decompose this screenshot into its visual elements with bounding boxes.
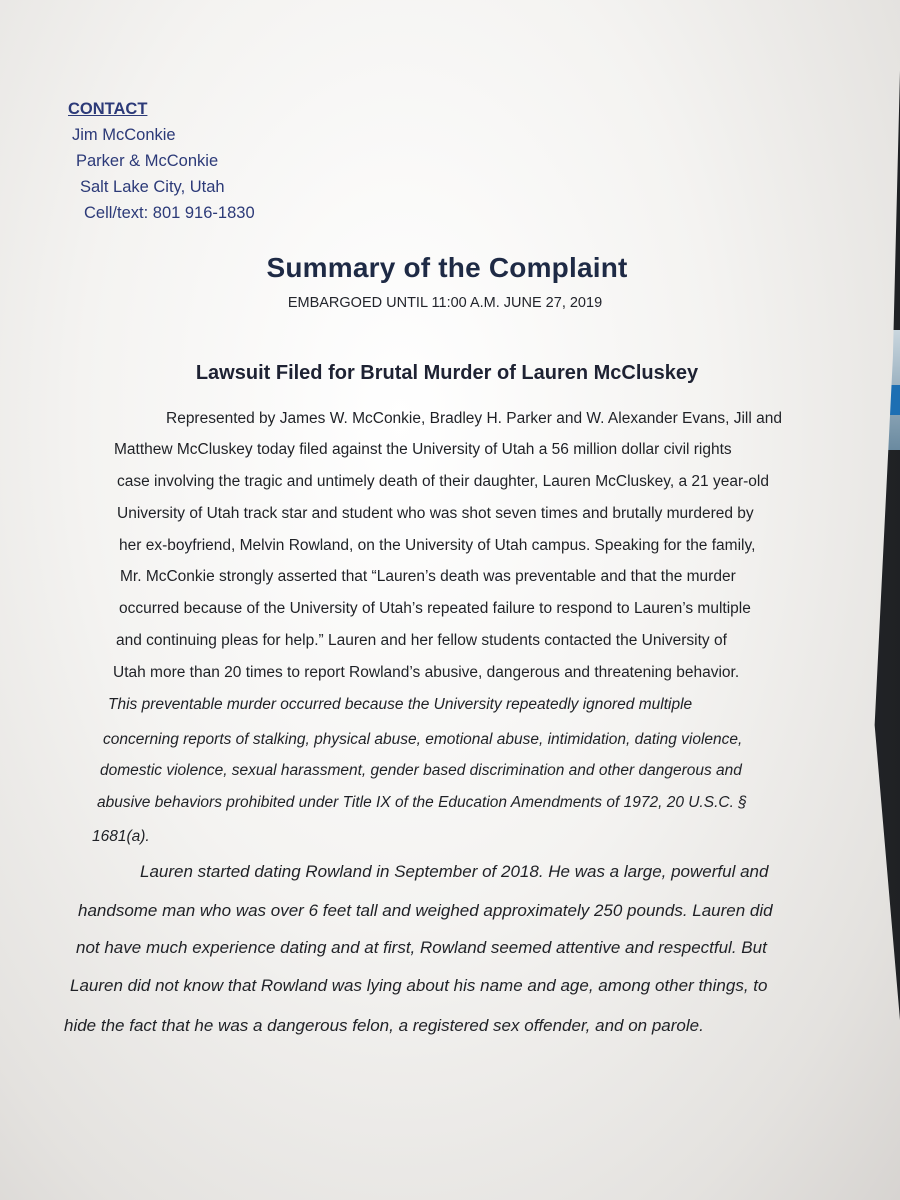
document-title — [0, 252, 900, 284]
contact-firm: Parker & McConkie — [76, 152, 219, 170]
contact-city: Salt Lake City, Utah — [80, 178, 225, 196]
paragraph-line: and continuing pleas for help.” Lauren and her fellow students contacted the University of — [116, 632, 727, 649]
paragraph-line: 1681(a). — [92, 828, 150, 845]
lawsuit-headline — [0, 362, 900, 385]
paragraph-line: Lauren did not know that Rowland was lying about his name and age, among other things, to — [70, 976, 768, 995]
contact-name: Jim McConkie — [72, 126, 176, 144]
paragraph-line: This preventable murder occurred because the University repeatedly ignored multiple — [108, 696, 693, 713]
paragraph-line: abusive behaviors prohibited under Title IX of the Education Amendments of 1972, 20 U.S.C. § — [97, 794, 747, 811]
paragraph-line: her ex-boyfriend, Melvin Rowland, on the University of Utah campus. Speaking for the family, — [119, 537, 756, 554]
paragraph-line: hide the fact that he was a dangerous felon, a registered sex offender, and on parole. — [64, 1016, 704, 1035]
contact-block — [68, 96, 255, 226]
paragraph-line: handsome man who was over 6 feet tall and weighed approximately 250 pounds. Lauren did — [78, 901, 773, 920]
lawsuit-headline-text: Lawsuit Filed for Brutal Murder of Lauren McCluskey — [195, 362, 699, 384]
paragraph-line: University of Utah track star and student who was shot seven times and brutally murdered by — [117, 505, 754, 522]
paragraph-line: domestic violence, sexual harassment, gender based discrimination and other dangerous and — [100, 762, 742, 779]
paragraph-line: Utah more than 20 times to report Rowland’s abusive, dangerous and threatening behavior. — [113, 664, 740, 681]
paragraph-line: case involving the tragic and untimely death of their daughter, Lauren McCluskey, a 21 year-old — [117, 473, 769, 490]
embargo-notice-text: EMBARGOED UNTIL 11:00 A.M. JUNE 27, 2019 — [287, 295, 603, 311]
contact-phone: Cell/text: 801 916-1830 — [84, 204, 255, 222]
paragraph-line: not have much experience dating and at first, Rowland seemed attentive and respectful. But — [76, 938, 767, 957]
embargo-notice — [0, 295, 900, 311]
paragraph-line: Represented by James W. McConkie, Bradley H. Parker and W. Alexander Evans, Jill and — [166, 410, 782, 427]
paragraph-line: occurred because of the University of Utah’s repeated failure to respond to Lauren’s multiple — [119, 600, 751, 617]
paragraph-line: concerning reports of stalking, physical abuse, emotional abuse, intimidation, dating violence, — [103, 731, 743, 748]
paragraph-line: Matthew McCluskey today filed against the University of Utah a 56 million dollar civil rights — [114, 441, 732, 458]
paragraph-line: Mr. McConkie strongly asserted that “Lauren’s death was preventable and that the murder — [120, 568, 736, 585]
paragraph-line: Lauren started dating Rowland in September of 2018. He was a large, powerful and — [140, 862, 769, 881]
document-title-text: Summary of the Complaint — [266, 252, 628, 283]
contact-heading: CONTACT — [68, 100, 148, 118]
